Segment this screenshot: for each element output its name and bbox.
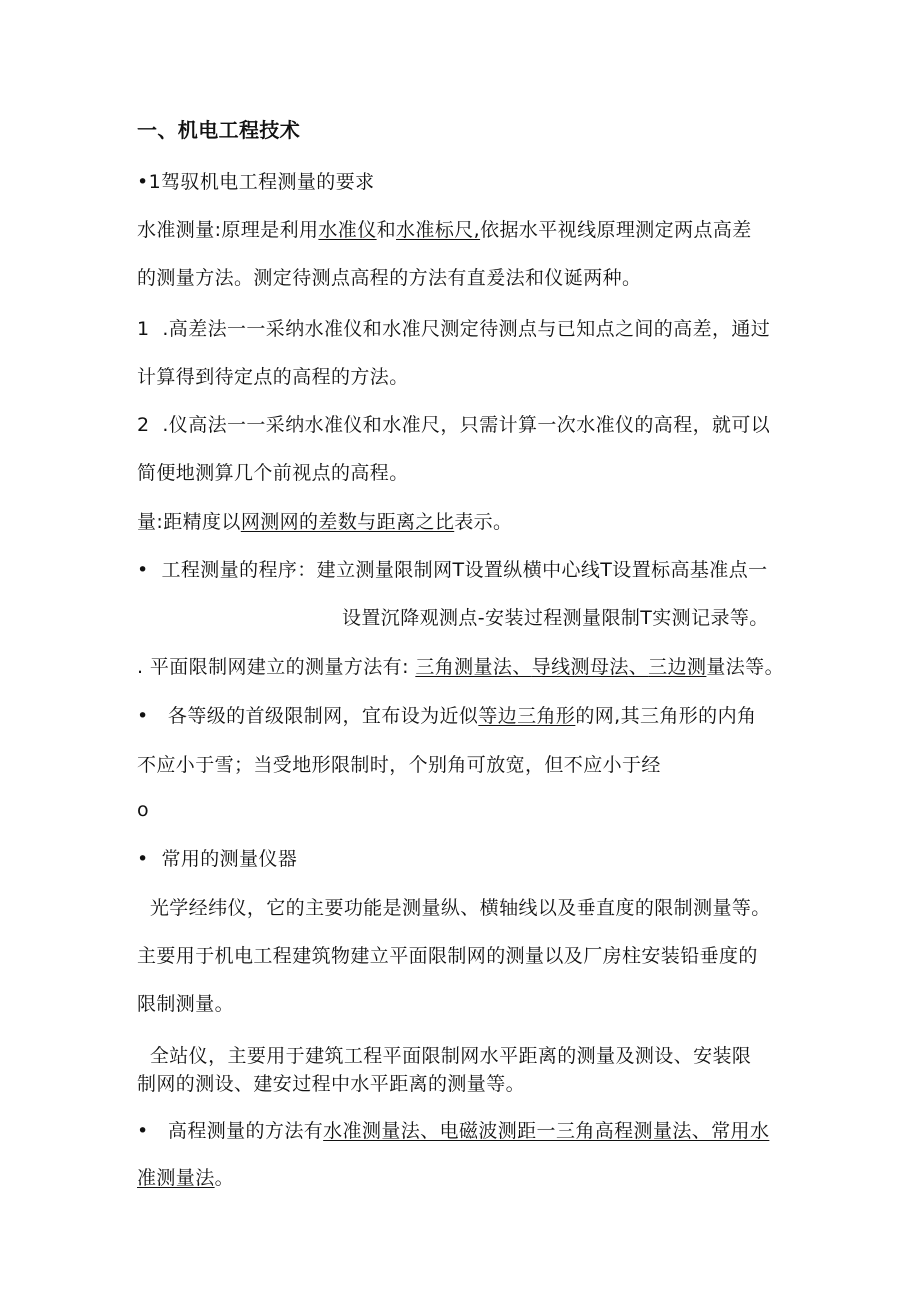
precision-lead: 量:距精度以 (137, 511, 241, 533)
plane-control-sep-1: 、 (512, 656, 532, 678)
leveling-line-1 (137, 218, 752, 242)
procedure-line-1: • 工程测量的程序：建立测量限制网T设置纵横中心线T设置标高基准点一 (137, 559, 768, 581)
leveling-tail: 依据水平视线原理测定两点高差 (480, 219, 752, 241)
item-1-line-1: 1 .高差法一一采纳水准仪和水准尺测定待测点与已知点之间的高差，通过 (137, 318, 771, 340)
subsection-title: •1驾驭机电工程测量的要求 (137, 171, 375, 193)
theodolite-line-1: 光学经纬仪，它的主要功能是测量纵、横轴线以及垂直度的限制测量等。 (137, 897, 771, 919)
grades-lead: • 各等级的首级限制网，宜布设为近似 (137, 705, 479, 727)
elevation-methods: 水准测量法、电磁波测距一三角高程测量法、常用水 (323, 1120, 770, 1142)
plane-control-term-triangulation: 三角测量法 (415, 656, 513, 678)
item-2-line-1: 2 .仪高法一一采纳水准仪和水准尺，只需计算一次水准仪的高程，就可以 (137, 414, 771, 436)
leveling-term-staff: 水准标尺, (396, 219, 481, 241)
elevation-tail: 。 (214, 1167, 235, 1189)
procedure-line-2: 设置沉降观测点-安装过程测量限制T实测记录等。 (342, 607, 769, 629)
leveling-lead: 水准测量:原理是利用 (137, 219, 319, 241)
item-1-line-2: 计算得到待定点的高程的方法。 (137, 366, 409, 388)
grades-line-2: 不应小于雪；当受地形限制时，个别角可放宽，但不应小于经 (137, 754, 661, 776)
theodolite-line-3: 限制测量。 (137, 993, 235, 1015)
grades-line-3: o (137, 799, 150, 821)
total-station-line-1: 全站仪，主要用于建筑工程平面限制网水平距离的测量及测设、安装限 (137, 1045, 752, 1067)
precision-term: 网测网的差数与距离之比 (240, 511, 455, 533)
plane-control-sep-2: 、 (628, 656, 649, 678)
plane-control-line (137, 655, 784, 679)
elevation-line-1 (137, 1119, 769, 1143)
grades-line-1 (137, 704, 756, 728)
instruments-title: • 常用的测量仪器 (137, 848, 298, 870)
elevation-lead: • 高程测量的方法有 (137, 1120, 324, 1142)
plane-control-tail: 量法等。 (706, 656, 784, 678)
elevation-methods-continued: 准测量法 (137, 1167, 215, 1189)
item-2-line-2: 简便地测算几个前视点的高程。 (137, 462, 409, 484)
precision-tail: 表示。 (454, 511, 513, 533)
leveling-and: 和 (376, 219, 397, 241)
theodolite-line-2: 主要用于机电工程建筑物建立平面限制网的测量以及厂房柱安装铅垂度的 (137, 945, 758, 967)
leveling-term-level-instrument: 水准仪 (318, 219, 377, 241)
plane-control-term-trilateration: 三边测 (648, 656, 707, 678)
total-station-line-2: 制网的测设、建安过程中水平距离的测量等。 (137, 1073, 526, 1095)
grades-tail: 的网,其三角形的内角 (575, 705, 757, 727)
plane-control-lead: . 平面限制网建立的测量方法有: (137, 656, 416, 678)
leveling-line-2: 的测量方法。测定待测点高程的方法有直爰法和仪诞两种。 (137, 267, 642, 289)
plane-control-term-traverse: 导线测母法 (531, 656, 629, 678)
section-title: 一、机电工程技术 (137, 118, 301, 142)
precision-line (137, 510, 512, 534)
grades-term-equilateral: 等边三角形 (478, 705, 576, 727)
elevation-line-2 (137, 1166, 234, 1190)
